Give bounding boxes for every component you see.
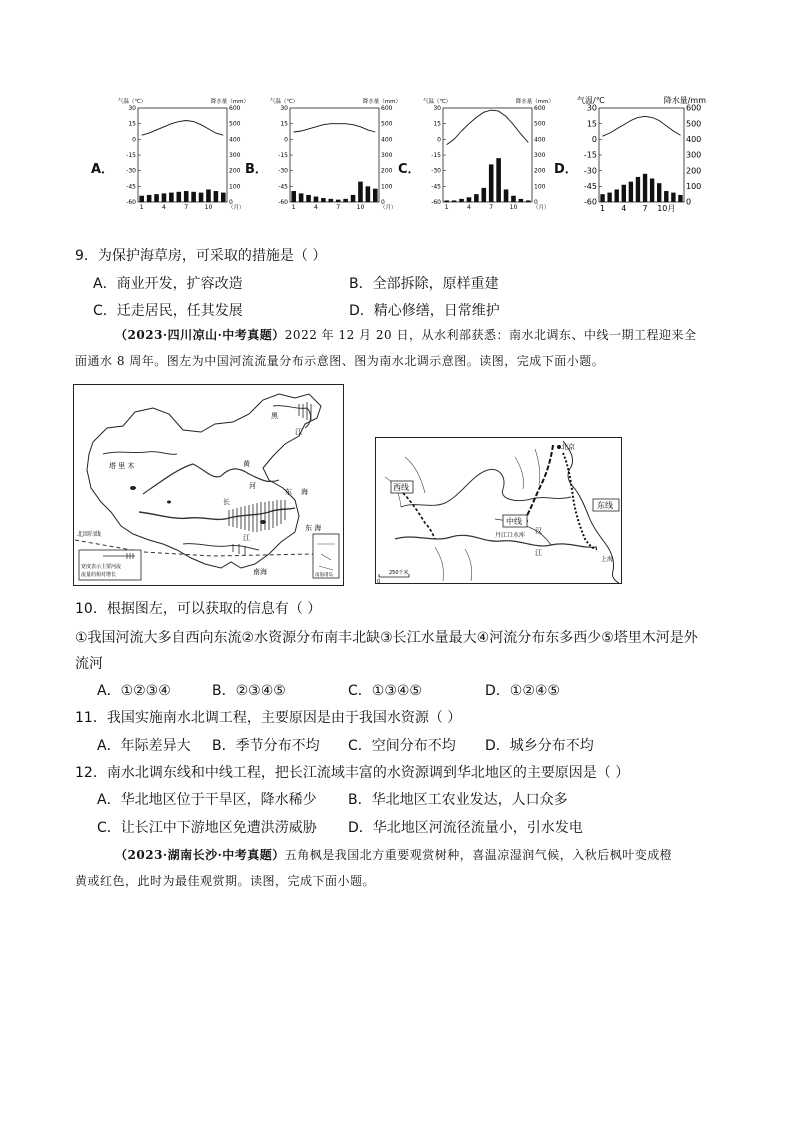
precipitation-bar-8: [496, 158, 501, 202]
precipitation-tick-label: 200: [229, 167, 241, 175]
question-10-option-d[interactable]: D．①②④⑤: [485, 683, 560, 699]
option-d-label: D．: [554, 162, 578, 177]
precipitation-bar-8: [343, 199, 348, 202]
month-tick-label: 7: [489, 204, 494, 211]
precipitation-bar-11: [366, 186, 371, 202]
precipitation-tick-label: 500: [381, 120, 393, 128]
temperature-tick-label: 30: [433, 105, 441, 112]
precipitation-tick-label: 0: [381, 199, 385, 206]
source-open: （: [115, 848, 128, 862]
temperature-tick-label: -45: [431, 183, 441, 191]
precipitation-bar-11: [671, 193, 675, 202]
south-china-sea-inset: [313, 534, 339, 578]
precipitation-axis-title: 降水量/mm: [663, 96, 706, 105]
month-tick-label: 1: [291, 204, 296, 211]
temperature-tick-label: 15: [280, 120, 288, 128]
precipitation-bar-9: [657, 183, 661, 202]
month-tick-label: 1: [139, 204, 144, 211]
water-diversion-map: [375, 437, 622, 584]
precipitation-bar-6: [636, 177, 640, 202]
source-open: （: [115, 328, 128, 342]
temperature-axis-title: 气温（℃）: [423, 99, 452, 105]
precipitation-tick-label: 600: [381, 105, 393, 112]
temperature-tick-label: -45: [583, 182, 597, 191]
question-11-option-d[interactable]: D．城乡分布不均: [485, 738, 594, 754]
source-close: ）: [272, 848, 285, 862]
intro-2-line-2: 黄或红色，此时为最佳观赏期。读图，完成下面小题。: [75, 874, 376, 888]
middle-route-label: 中线: [506, 517, 522, 526]
month-tick-label: 4: [162, 204, 166, 211]
source-place: ·四川凉山·中考真题: [162, 328, 273, 342]
precipitation-bar-5: [169, 193, 174, 202]
precipitation-tick-label: 600: [534, 105, 546, 112]
month-tick-label: 7: [184, 204, 189, 211]
temperature-tick-label: 15: [128, 120, 136, 128]
question-11-stem: 11．我国实施南水北调工程，主要原因是由于我国水资源（ ）: [75, 710, 462, 726]
question-12-option-d[interactable]: D．华北地区河流径流量小，引水发电: [348, 820, 583, 836]
inset-label: 南海诸岛: [315, 573, 333, 578]
precipitation-bar-10: [511, 196, 516, 202]
temperature-tick-label: -30: [583, 166, 597, 176]
precipitation-tick-label: 300: [534, 152, 546, 159]
precipitation-bar-8: [191, 192, 196, 202]
precipitation-tick-label: 300: [686, 150, 702, 160]
precipitation-bar-5: [629, 182, 633, 202]
temperature-tick-label: 30: [128, 105, 136, 112]
precipitation-bar-1: [600, 194, 604, 202]
precipitation-bar-10: [358, 182, 363, 202]
precipitation-bar-2: [147, 195, 152, 202]
temperature-tick-label: 15: [586, 119, 597, 129]
precipitation-tick-label: 400: [229, 136, 241, 144]
precipitation-bar-10: [206, 189, 211, 202]
precipitation-tick-label: 500: [229, 120, 241, 128]
temperature-tick-label: -60: [126, 199, 136, 206]
temperature-tick-label: -30: [431, 167, 441, 175]
label-donghai-hai: 海: [301, 488, 308, 496]
precipitation-tick-label: 100: [534, 183, 546, 191]
question-9-option-d[interactable]: D．精心修缮，日常维护: [349, 303, 500, 319]
precipitation-bar-10: [664, 191, 668, 202]
precipitation-bar-8: [650, 179, 654, 203]
month-unit-label: （月）: [380, 205, 397, 211]
source-year: 2023: [127, 328, 163, 342]
lake-mark: [130, 486, 136, 490]
label-he: 河: [249, 482, 256, 490]
precipitation-tick-label: 200: [686, 166, 702, 176]
precipitation-bar-5: [321, 198, 326, 202]
precipitation-tick-label: 400: [686, 135, 702, 144]
precipitation-bar-12: [221, 193, 226, 202]
question-12-option-b[interactable]: B．华北地区工农业发达，人口众多: [348, 792, 568, 808]
precipitation-bar-7: [336, 200, 341, 202]
beijing-label: 北京: [561, 443, 575, 451]
precipitation-bar-7: [643, 174, 647, 202]
precipitation-bar-6: [176, 192, 181, 202]
precipitation-bar-1: [444, 200, 449, 202]
question-12-option-a[interactable]: A．华北地区位于干旱区，降水稀少: [97, 792, 317, 808]
question-10-statements-line-1: ①我国河流大多自西向东流②水资源分布南丰北缺③长江水量最大④河流分布东多西少⑤塔里木河是外: [75, 630, 698, 646]
temperature-axis-title: 气温（℃）: [270, 99, 299, 105]
precipitation-bar-11: [519, 199, 524, 202]
temperature-curve: [447, 110, 529, 145]
climate-chart-b: [268, 94, 403, 218]
jiang-label: 江: [535, 549, 542, 557]
china-river-flow-map: [73, 384, 344, 586]
precipitation-bar-6: [481, 188, 486, 202]
question-10-option-b[interactable]: B．②③④⑤: [212, 683, 286, 699]
precipitation-bar-3: [154, 194, 159, 202]
label-donghai-dong: 东: [285, 488, 292, 496]
precipitation-bar-9: [504, 189, 509, 202]
month-tick-label: 10: [509, 204, 518, 211]
precipitation-bar-2: [607, 193, 611, 202]
precipitation-bar-7: [184, 191, 189, 202]
precipitation-bar-4: [622, 185, 626, 202]
precipitation-tick-label: 300: [229, 152, 241, 159]
precipitation-axis-title: 降水量（mm）: [210, 99, 249, 105]
precipitation-tick-label: 100: [381, 183, 393, 191]
map-frame: [376, 438, 622, 584]
han-label: 汉: [535, 527, 542, 535]
temperature-tick-label: 0: [284, 136, 288, 144]
plot-frame: [443, 108, 532, 202]
question-12-stem: 12．南水北调东线和中线工程，把长江流域丰富的水资源调到华北地区的主要原因是（ ）: [75, 765, 630, 781]
precipitation-tick-label: 400: [381, 136, 393, 144]
precipitation-bar-2: [452, 200, 457, 202]
precipitation-tick-label: 0: [229, 199, 233, 206]
precipitation-tick-label: 500: [534, 120, 546, 128]
scale-label: 250千米: [389, 570, 409, 576]
temperature-tick-label: -60: [278, 199, 288, 206]
source-close: ）: [272, 328, 285, 342]
precipitation-tick-label: 400: [534, 136, 546, 144]
precipitation-bar-6: [328, 199, 333, 202]
temperature-tick-label: 30: [586, 103, 597, 113]
intro-2-line-1: 五角枫是我国北方重要观赏树种，喜温凉湿润气候，入秋后枫叶变成橙: [284, 848, 673, 862]
temperature-tick-label: -60: [583, 197, 597, 207]
temperature-curve: [294, 124, 376, 132]
precipitation-bar-12: [526, 200, 531, 202]
temperature-curve: [603, 116, 681, 136]
temperature-tick-label: 0: [132, 136, 136, 144]
precipitation-bar-9: [351, 195, 356, 202]
precipitation-tick-label: 500: [686, 119, 702, 129]
temperature-tick-label: -45: [278, 183, 288, 191]
month-tick-label: 4: [621, 204, 627, 213]
question-10-statements-line-2: 流河: [75, 656, 103, 672]
intro-1-line-1: 2022 年 12 月 20 日，从水利部获悉：南水北调东、中线一期工程迎来全: [284, 328, 697, 342]
label-chang: 长: [223, 498, 230, 506]
east-route-label: 东线: [597, 501, 613, 510]
temperature-tick-label: -15: [583, 150, 597, 160]
temperature-tick-label: -15: [126, 152, 136, 159]
month-tick-label: 1: [599, 204, 606, 213]
precipitation-tick-label: 300: [381, 152, 393, 159]
source-place: ·湖南长沙·中考真题: [162, 848, 273, 862]
month-unit-label: （月）: [228, 205, 245, 211]
intro-passage-1: [75, 322, 725, 374]
precipitation-bar-1: [139, 196, 144, 202]
month-tick-label: 4: [467, 204, 471, 211]
precipitation-axis-title: 降水量（mm）: [362, 99, 401, 105]
precipitation-bar-9: [199, 193, 204, 202]
precipitation-tick-label: 0: [686, 197, 692, 207]
precipitation-bar-1: [291, 191, 296, 202]
option-c-label: C．: [398, 162, 421, 177]
climate-chart-a: [116, 94, 251, 218]
temperature-tick-label: -15: [431, 152, 441, 159]
temperature-tick-label: -30: [126, 167, 136, 175]
month-tick-label: 10: [356, 204, 365, 211]
precipitation-bar-3: [615, 189, 619, 202]
question-12-option-c[interactable]: C．让长江中下游地区免遭洪涝威胁: [97, 820, 317, 836]
temperature-tick-label: 0: [437, 136, 441, 144]
label-east-sea: 东 海: [305, 524, 322, 532]
intro-passage-2: [75, 842, 725, 894]
temperature-tick-label: -45: [126, 183, 136, 191]
label-jiang-yangtze: 江: [243, 534, 250, 542]
precipitation-bar-5: [474, 194, 479, 202]
lake-mark: [167, 501, 171, 504]
temperature-tick-label: 0: [591, 135, 597, 144]
precipitation-tick-label: 100: [686, 182, 702, 191]
temperature-tick-label: -30: [278, 167, 288, 175]
west-route-label: 西线: [393, 483, 409, 492]
precipitation-tick-label: 600: [686, 103, 702, 113]
intro-1-line-2: 面通水 8 周年。图左为中国河流流量分布示意图、图为南水北调示意图。读图，完成下面小题。: [75, 354, 605, 368]
temperature-tick-label: 15: [433, 120, 441, 128]
plot-frame: [599, 108, 684, 202]
month-tick-label: 10: [204, 204, 213, 211]
option-b-label: B．: [245, 162, 268, 177]
climate-chart-d: [575, 94, 708, 218]
danjiangkou-label: 丹江口水库: [495, 532, 526, 539]
question-10-stem: 10．根据图左，可以获取的信息有（ ）: [75, 601, 322, 617]
legend-text-2: 流量的相对增长: [81, 572, 117, 578]
precipitation-bar-3: [306, 195, 311, 202]
label-tropic: 北回归线: [77, 531, 102, 538]
month-tick-label: 7: [642, 204, 648, 213]
climate-chart-c: [421, 94, 556, 218]
question-11-option-b[interactable]: B．季节分布不均: [212, 738, 320, 754]
precipitation-bar-12: [373, 189, 378, 202]
temperature-curve: [142, 121, 224, 136]
label-huang: 黄: [243, 460, 250, 468]
precipitation-bar-4: [314, 197, 319, 202]
month-tick-label: 1: [444, 204, 449, 211]
label-jiang-ne: 江: [295, 428, 302, 436]
precipitation-tick-label: 100: [229, 183, 241, 191]
scale-zero: 0: [377, 579, 381, 584]
temperature-tick-label: -60: [431, 199, 441, 206]
precipitation-bar-4: [162, 193, 167, 202]
precipitation-tick-label: 200: [381, 167, 393, 175]
question-9-stem: 9．为保护海草房，可采取的措施是（ ）: [75, 248, 327, 264]
month-tick-label: 4: [314, 204, 318, 211]
precipitation-bar-2: [299, 193, 304, 202]
lake-mark: [260, 520, 266, 524]
precipitation-tick-label: 0: [534, 199, 538, 206]
month-unit-label: （月）: [533, 205, 550, 211]
temperature-axis-title: 气温（℃）: [118, 99, 147, 105]
plot-frame: [138, 108, 227, 202]
source-year: 2023: [127, 848, 163, 862]
label-south-sea: 南海: [253, 568, 267, 576]
temperature-axis-title: 气温/℃: [577, 96, 605, 105]
precipitation-bar-11: [214, 191, 219, 202]
question-9-option-c[interactable]: C．迁走居民，任其发展: [93, 303, 243, 319]
precipitation-axis-title: 降水量（mm）: [515, 99, 554, 105]
label-heilong: 黑: [271, 412, 278, 420]
shanghai-label: 上海: [601, 556, 614, 563]
month-tick-label: 7: [336, 204, 341, 211]
precipitation-bar-7: [489, 164, 494, 202]
question-9-option-a[interactable]: A．商业开发，扩容改造: [93, 276, 243, 292]
climate-chart-row: [88, 94, 708, 218]
legend-text-1: 宽度表示主要河流: [81, 564, 122, 570]
temperature-tick-label: -15: [278, 152, 288, 159]
temperature-tick-label: 30: [280, 105, 288, 112]
precipitation-tick-label: 200: [534, 167, 546, 175]
precipitation-bar-3: [459, 199, 464, 202]
precipitation-bar-12: [678, 195, 682, 202]
precipitation-bar-4: [467, 197, 472, 202]
question-9-option-b[interactable]: B．全部拆除，原样重建: [349, 276, 499, 292]
question-11-option-c[interactable]: C．空间分布不均: [348, 738, 456, 754]
question-10-option-a[interactable]: A．①②③④: [97, 683, 171, 699]
option-a-label: A．: [91, 162, 115, 177]
month-tick-label: 10月: [657, 204, 676, 213]
label-tarim: 塔 里 木: [109, 462, 135, 470]
precipitation-tick-label: 600: [229, 105, 241, 112]
question-10-option-c[interactable]: C．①③④⑤: [348, 683, 422, 699]
question-11-option-a[interactable]: A．年际差异大: [97, 738, 191, 754]
